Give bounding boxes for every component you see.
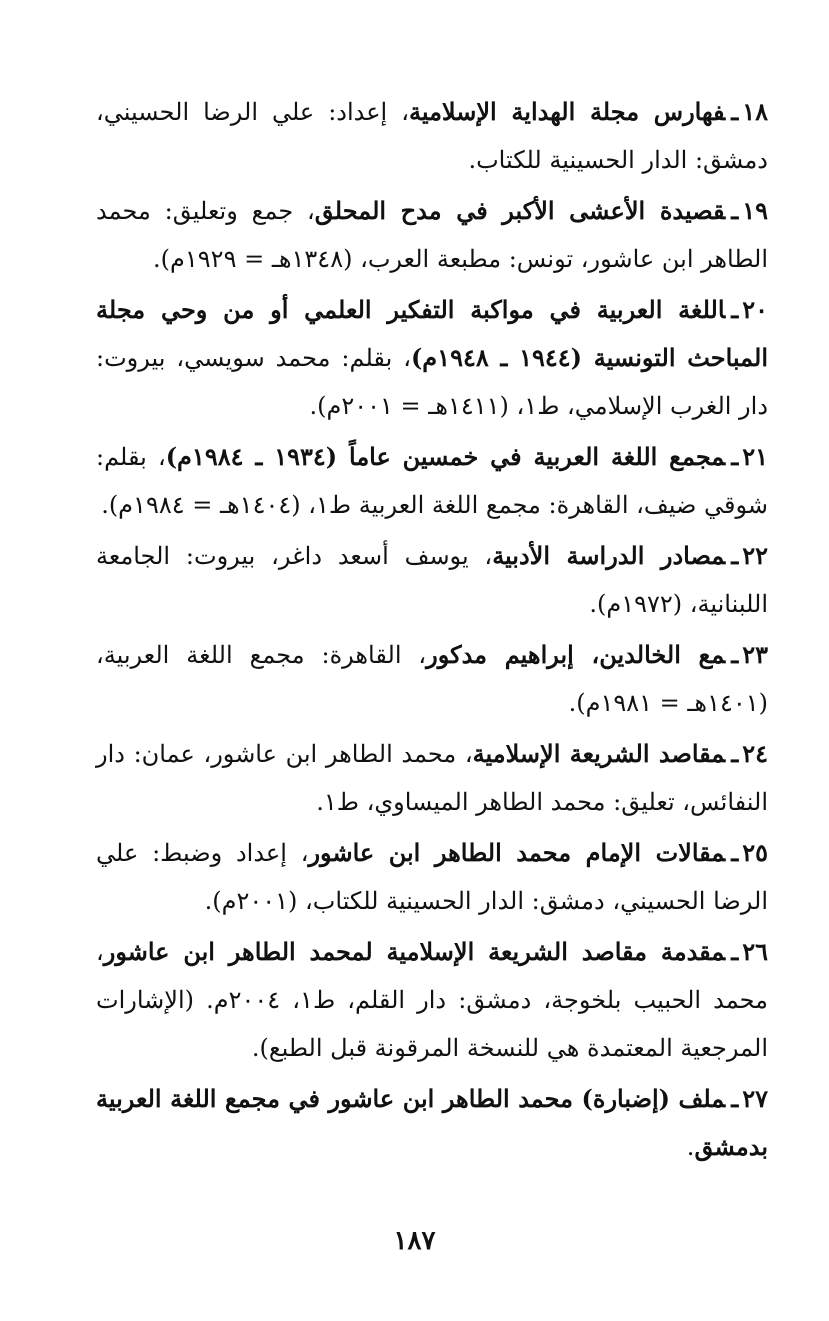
entry-number: ٢٦ [742,937,768,966]
bibliography-entry-27 [96,1075,768,1171]
entry-details: ، إعداد وضبط: علي الرضا الحسيني، دمشق: الدار الحسينية للكتاب، (٢٠٠١م). [96,839,768,915]
bibliography-entry-25 [96,829,768,925]
bibliography-entry-21 [96,433,768,529]
bibliography-entry-22 [96,532,768,628]
entry-dash: ـ [731,1084,739,1113]
entry-title: قصيدة الأعشى الأكبر في مدح المحلق [314,196,726,225]
entry-dash: ـ [731,442,739,471]
entry-number: ٢٤ [742,739,768,768]
entry-dash: ـ [731,196,739,225]
page-number: ١٨٧ [393,1226,436,1256]
bibliography-entry-23 [96,631,768,727]
entry-number: ٢٢ [742,541,768,570]
entry-dash: ـ [731,295,739,324]
bibliography-entry-18 [96,88,768,184]
entry-details: ، القاهرة: مجمع اللغة العربية، (١٤٠١هـ = ١٩٨١م). [96,641,768,717]
entry-number: ٢٠ [742,295,768,324]
entry-dash: ـ [731,739,739,768]
entry-title: مقدمة مقاصد الشريعة الإسلامية لمحمد الطاهر ابن عاشور [103,937,726,966]
entry-details: ، يوسف أسعد داغر، بيروت: الجامعة اللبنانية، (١٩٧٢م). [96,542,768,618]
entry-dash: ـ [731,838,739,867]
entry-title: مصادر الدراسة الأدبية [492,541,726,570]
entry-dash: ـ [731,97,739,126]
entry-title: اللغة العربية في مواكبة التفكير العلمي أو من وحي مجلة المباحث التونسية (١٩٤٤ ـ ١٩٤٨م) [96,295,768,372]
entry-dash: ـ [731,937,739,966]
entry-number: ١٨ [742,97,769,126]
entry-number: ٢٥ [742,838,768,867]
entry-details: ، إعداد: علي الرضا الحسيني، دمشق: الدار الحسينية للكتاب. [96,98,768,174]
entry-title: مع الخالدين، إبراهيم مدكور [426,640,726,669]
entry-details: ، بقلم: محمد سويسي، بيروت: دار الغرب الإسلامي، ط١، (١٤١١هـ = ٢٠٠١م). [96,344,768,420]
bibliography-entry-19 [96,187,768,283]
entry-details: . [686,1133,695,1161]
entry-title: فهارس مجلة الهداية الإسلامية [408,97,726,126]
entry-details: ، بقلم: شوقي ضيف، القاهرة: مجمع اللغة العربية ط١، (١٤٠٤هـ = ١٩٨٤م). [96,443,768,519]
entry-title: مجمع اللغة العربية في خمسين عاماً (١٩٣٤ ـ ١٩٨٤م) [165,442,726,471]
bibliography-list [96,88,768,1174]
entry-title: مقاصد الشريعة الإسلامية [472,739,726,768]
entry-number: ٢١ [742,442,768,471]
entry-title: ملف (إضبارة) محمد الطاهر ابن عاشور في مجمع اللغة العربية بدمشق [96,1084,768,1161]
entry-number: ٢٧ [742,1084,768,1113]
bibliography-entry-24 [96,730,768,826]
entry-dash: ـ [731,640,739,669]
entry-details: ، جمع وتعليق: محمد الطاهر ابن عاشور، تونس: مطبعة العرب، (١٣٤٨هـ = ١٩٢٩م). [96,197,768,273]
bibliography-entry-20 [96,286,768,430]
entry-dash: ـ [731,541,739,570]
entry-number: ١٩ [742,196,768,225]
entry-number: ٢٣ [742,640,768,669]
entry-details: ، محمد الطاهر ابن عاشور، عمان: دار النفائس، تعليق: محمد الطاهر الميساوي، ط١. [96,740,768,816]
entry-details: ، محمد الحبيب بلخوجة، دمشق: دار القلم، ط١، ٢٠٠٤م. (الإشارات المرجعية المعتمدة هي للنسخة المرقونة قبل الطبع). [96,938,768,1062]
entry-title: مقالات الإمام محمد الطاهر ابن عاشور [308,838,726,867]
bibliography-entry-26 [96,928,768,1072]
